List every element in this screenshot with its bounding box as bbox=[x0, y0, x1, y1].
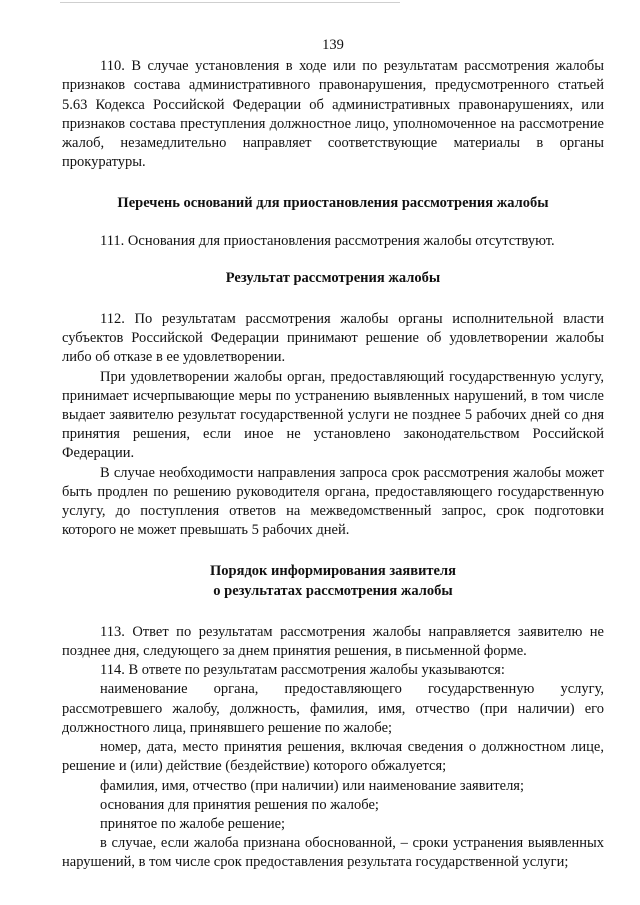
list-item-decision-details: номер, дата, место принятия решения, включая сведения о должностном лице, решение и (или) действие (бездействие) которого обжалуется; bbox=[62, 739, 604, 775]
list-item-applicant-name: фамилия, имя, отчество (при наличии) или наименование заявителя; bbox=[100, 777, 524, 794]
heading-suspension-grounds: Перечень оснований для приостановления рассмотрения жалобы bbox=[117, 195, 549, 212]
heading-review-result: Результат рассмотрения жалобы bbox=[225, 269, 441, 286]
list-item-decision: принятое по жалобе решение; bbox=[100, 815, 286, 832]
paragraph-110: 110. В случае установления в ходе или по результатам рассмотрения жалобы признаков состава административного правонарушения, предусмотренного статьей 5.63 Кодекса Российской Федерации об административных правонарушениях, или признаков состава преступления должностное лицо, уполномоченное на рассмотрение жалоб, незамедлительно направляет соответствующие материалы в органы прокуратуры. bbox=[62, 58, 604, 171]
heading-informing-line-1: Порядок информирования заявителя bbox=[210, 563, 456, 580]
heading-informing-line-2: о результатах рассмотрения жалобы bbox=[213, 582, 453, 599]
paragraph-111: 111. Основания для приостановления рассмотрения жалобы отсутствуют. bbox=[100, 232, 555, 249]
paragraph-114: 114. В ответе по результатам рассмотрения жалобы указываются: bbox=[100, 662, 505, 679]
paragraph-112-satisfaction: При удовлетворении жалобы орган, предоставляющий государственную услугу, принимает исчерпывающие меры по устранению выявленных нарушений, в том числе выдает заявителю результат государственной услуги не позднее 5 рабочих дней со дня принятия решения, если иное не установлено законодательством Российской Федерации. bbox=[62, 368, 604, 462]
list-item-organ-name: наименование органа, предоставляющего государственную услугу, рассмотревшего жалобу, должность, фамилия, имя, отчество (при наличии) его должностного лица, принявшего решение по жалобе; bbox=[62, 681, 604, 736]
paragraph-112-extension: В случае необходимости направления запроса срок рассмотрения жалобы может быть продлен по решению руководителя органа, предоставляющего государственную услугу, до поступления ответов на межведомственный запрос, срок подготовки которого не может превышать 5 рабочих дней. bbox=[62, 464, 604, 539]
list-item-decision-grounds: основания для принятия решения по жалобе; bbox=[100, 796, 379, 813]
page-number: 139 bbox=[322, 37, 344, 53]
paragraph-113: 113. Ответ по результатам рассмотрения жалобы направляется заявителю не позднее дня, следующего за днем принятия решения, в письменной форме. bbox=[62, 623, 604, 660]
document-page bbox=[62, 36, 604, 873]
list-item-remedy-terms: в случае, если жалоба признана обоснованной, – сроки устранения выявленных нарушений, в том числе срок предоставления результата государственной услуги; bbox=[62, 835, 604, 871]
scan-edge-line bbox=[60, 2, 400, 3]
paragraph-112: 112. По результатам рассмотрения жалобы органы исполнительной власти субъектов Российской Федерации принимают решение об удовлетворении жалобы либо об отказе в ее удовлетворении. bbox=[62, 311, 604, 366]
